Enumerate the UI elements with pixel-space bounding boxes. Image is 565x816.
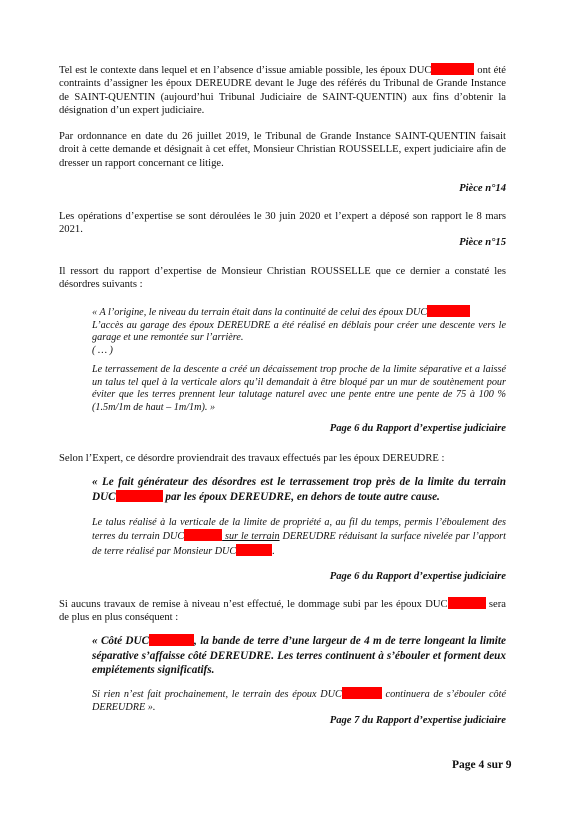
text: sur le terrain [222, 531, 280, 543]
paragraph-ordonnance [59, 130, 506, 170]
page-reference: Page 6 du Rapport d’expertise judiciaire [329, 571, 506, 582]
redaction-box [431, 63, 474, 75]
text: Le talus réalisé à la verticale de la limite de propriété a, au fil du temps, permis l’éboulement des terres du terrain DUC [92, 517, 506, 543]
redaction-box [149, 634, 194, 646]
text: par les époux DEREUDRE, en dehors de toute autre cause. [162, 490, 440, 503]
quote-expert-2 [92, 475, 506, 504]
page-number: Page 4 sur 9 [452, 759, 512, 771]
text: Par ordonnance en date du 26 juillet 2019, le Tribunal de Grande Instance SAINT-QUENTIN faisait droit à cette demande et désignait à cet effet, Monsieur Christian ROUSSELLE, expert judiciaire afin de dresser un rapport concernant ce litige. [59, 131, 506, 169]
text: « A l’origine, le niveau du terrain était dans la continuité de celui des époux DUC [92, 307, 428, 318]
paragraph-rapport [59, 265, 506, 292]
text: Si aucuns travaux de remise à niveau n’est effectué, le dommage subi par les époux DUC [59, 599, 448, 610]
text: . [272, 545, 275, 557]
text: , la bande de terre d’une largeur de 4 m de terre longeant la limite séparative s’affaisse côté DEREUDRE. Les terres continuent à s’ébouler et forment deux empiétements significatifs. [92, 635, 506, 677]
redaction-box [342, 687, 382, 699]
text: Selon l’Expert, ce désordre proviendrait des travaux effectués par les époux DEREUDRE : [59, 453, 445, 464]
page-reference: Page 7 du Rapport d’expertise judiciaire [329, 715, 506, 726]
text: Il ressort du rapport d’expertise de Monsieur Christian ROUSSELLE que ce dernier a constaté les désordres suivants : [59, 266, 506, 291]
quote-expert-1 [92, 305, 506, 415]
text: sera de plus en plus conséquent : [59, 599, 506, 624]
paragraph-remise-niveau [59, 597, 506, 625]
paragraph-operations [59, 210, 506, 237]
redaction-box [236, 544, 272, 556]
text: Si rien n’est fait prochainement, le terrain des époux DUC [92, 689, 342, 700]
text: « Côté DUC [92, 635, 150, 647]
quote-expert-3 [92, 516, 506, 558]
redaction-box [116, 490, 163, 502]
redaction-box [448, 597, 486, 609]
text: Tel est le contexte dans lequel et en l’absence d’issue amiable possible, les époux DUC [59, 65, 432, 76]
text: Le terrassement de la descente a créé un décaissement trop proche de la limite séparative et a laissé un talus tel quel à la verticale alors qu’il demandait à être bloqué par un mur de soutènement pour éviter que les terres prennent leur talutage naturel avec une pente entre une pente de 75 à 100 % (1.5m/1m de haut – 1m/1m). » [92, 363, 506, 413]
redaction-box [427, 305, 470, 317]
piece-reference: Pièce n°15 [459, 237, 506, 248]
quote-expert-5 [92, 687, 506, 715]
quote-expert-4 [92, 634, 506, 678]
redaction-box [184, 529, 222, 541]
text: ont été contraints d’assigner les époux DEREUDRE devant le Juge des référés du Tribunal de Grande Instance de SAINT-QUENTIN (aujourd’hui Tribunal Judiciaire de SAINT-QUENTIN) aux fins d’obtenir la désignation d’un expert judiciaire. [59, 65, 506, 117]
paragraph-selon-expert [59, 452, 506, 465]
text: Les opérations d’expertise se sont déroulées le 30 juin 2020 et l’expert a déposé son rapport le 8 mars 2021. [59, 211, 506, 236]
text: « Le fait générateur des désordres est le terrassement trop près de la limite du terrain DUC [92, 476, 506, 503]
paragraph-context [59, 63, 506, 118]
text: L’accès au garage des époux DEREUDRE a été réalisé en déblais pour créer une descente vers le garage et une remontée sur l’arrière. [92, 319, 506, 344]
page-reference: Page 6 du Rapport d’expertise judiciaire [329, 423, 506, 434]
piece-reference: Pièce n°14 [459, 183, 506, 194]
text: continuera de s’ébouler côté DEREUDRE ». [92, 689, 506, 714]
text: ( … ) [92, 345, 113, 357]
text: DEREUDRE réduisant la surface nivelée par l’apport de terre réalisé par Monsieur DUC [92, 531, 506, 557]
